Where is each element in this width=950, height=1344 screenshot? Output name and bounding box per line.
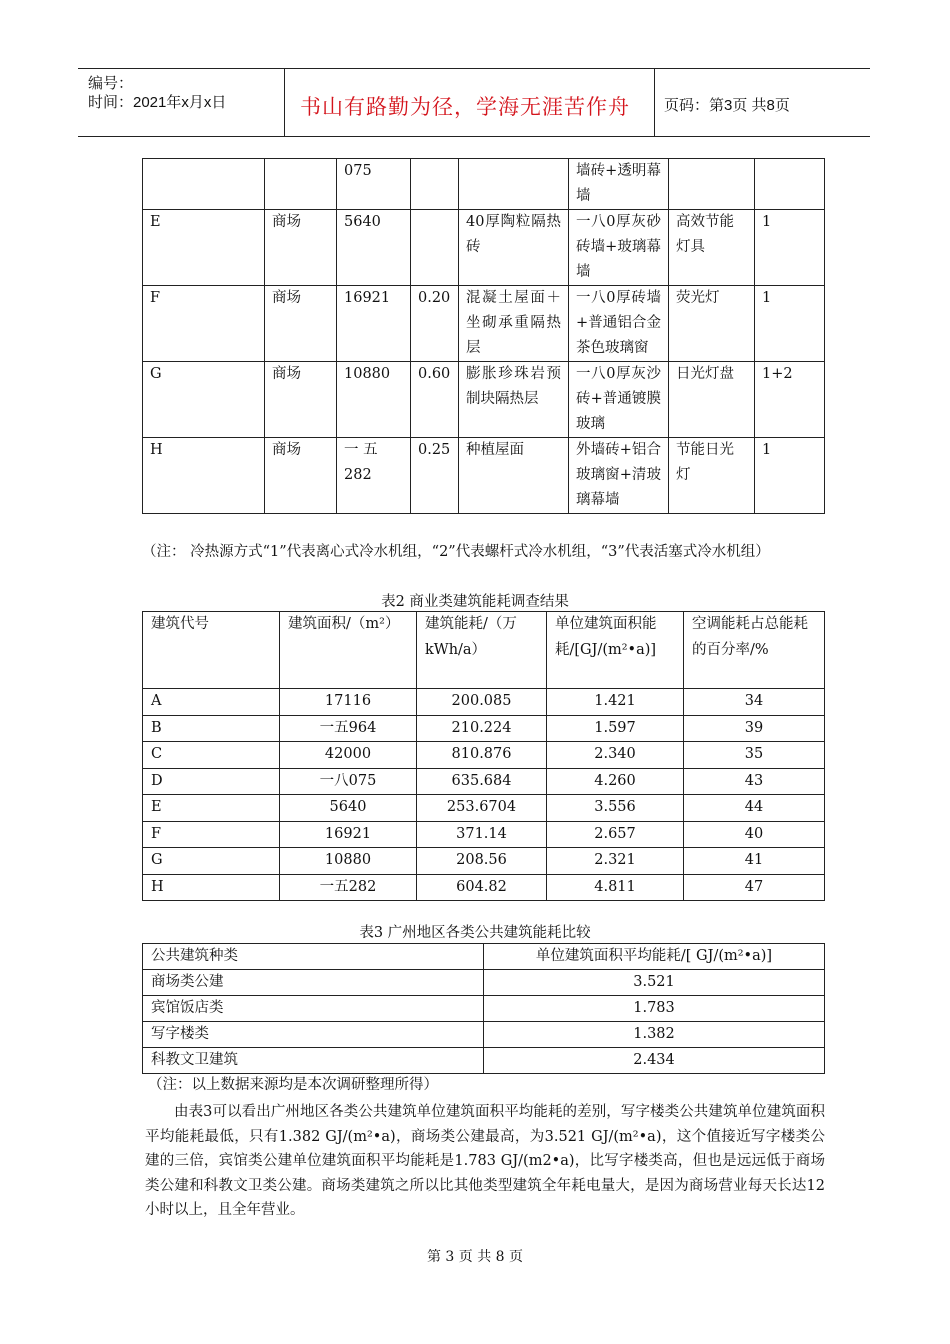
table-cell: 高效节能灯具 (669, 210, 755, 286)
table2 (142, 611, 825, 901)
table-cell: 34 (684, 689, 825, 716)
table-cell: 一八075 (280, 768, 417, 795)
table-row (143, 689, 825, 716)
table-cell: 10880 (280, 848, 417, 875)
table-row (143, 210, 825, 286)
table-cell: 0.25 (411, 438, 459, 514)
table-cell: 371.14 (417, 821, 547, 848)
header-top-rule (78, 68, 870, 69)
table-cell: 写字楼类 (143, 1022, 484, 1048)
table-cell: 47 (684, 874, 825, 901)
table-row (143, 795, 825, 822)
table-cell: 混凝土屋面＋坐砌承重隔热层 (459, 286, 569, 362)
table1-note: （注： 冷热源方式“1”代表离心式冷水机组，“2”代表螺杆式冷水机组，“3”代表活塞式冷水机组） (142, 544, 770, 560)
table-cell: 208.56 (417, 848, 547, 875)
table-cell: E (143, 795, 280, 822)
table-cell: 2.321 (547, 848, 684, 875)
table-cell: G (143, 362, 265, 438)
table3-caption: 表3 广州地区各类公共建筑能耗比较 (359, 925, 591, 941)
table1-body (143, 159, 825, 514)
table-cell: 商场 (265, 210, 337, 286)
header-bottom-rule (78, 136, 870, 137)
table3-header (143, 944, 825, 970)
table-cell: 墙砖+透明幕墙 (569, 159, 669, 210)
table3-note: （注：以上数据来源均是本次调研整理所得） (148, 1077, 438, 1093)
table-row (143, 1022, 825, 1048)
header-number-label: 编号： (88, 75, 134, 92)
table-cell: A (143, 689, 280, 716)
table-cell: H (143, 874, 280, 901)
table3-body (143, 970, 825, 1074)
table-cell: 一五964 (280, 715, 417, 742)
table-cell: 0.20 (411, 286, 459, 362)
table-cell: 商场 (265, 438, 337, 514)
table-row (143, 438, 825, 514)
table-cell: 商场 (265, 362, 337, 438)
column-header: 建筑面积/（m²） (280, 612, 417, 689)
table-cell: 一八0厚砖墙+普通铝合金茶色玻璃窗 (569, 286, 669, 362)
table-cell: 外墙砖+铝合玻璃窗+清玻璃幕墙 (569, 438, 669, 514)
table-cell: 种植屋面 (459, 438, 569, 514)
table-cell: 2.340 (547, 742, 684, 769)
table-cell: 节能日光灯 (669, 438, 755, 514)
table-cell: 宾馆饭店类 (143, 996, 484, 1022)
column-header: 空调能耗占总能耗的百分率/% (684, 612, 825, 689)
table-cell: 荧光灯 (669, 286, 755, 362)
table-row (143, 159, 825, 210)
table-cell: F (143, 821, 280, 848)
table-cell (265, 159, 337, 210)
table-cell: 41 (684, 848, 825, 875)
table-cell: 40 (684, 821, 825, 848)
table-cell: 一五282 (280, 874, 417, 901)
table-cell: 2.434 (484, 1048, 825, 1074)
column-header: 单位建筑面积平均能耗/[ GJ/(m²•a)] (484, 944, 825, 970)
table-cell: 3.556 (547, 795, 684, 822)
table-row (143, 848, 825, 875)
table-cell: 膨胀珍珠岩预制块隔热层 (459, 362, 569, 438)
table-row (143, 821, 825, 848)
table-cell: 2.657 (547, 821, 684, 848)
table-cell: 635.684 (417, 768, 547, 795)
header-motto: 书山有路勤为径，学海无涯苦作舟 (300, 95, 630, 119)
header-divider-left (284, 68, 285, 136)
column-header: 单位建筑面积能耗/[GJ/(m²•a)] (547, 612, 684, 689)
table-cell: 一 五282 (337, 438, 411, 514)
table-cell: 1 (755, 210, 825, 286)
column-header: 建筑代号 (143, 612, 280, 689)
header-time-label: 时间：2021年x月x日 (88, 94, 227, 111)
table-cell: 253.6704 (417, 795, 547, 822)
table-row (143, 1048, 825, 1074)
table-cell: 39 (684, 715, 825, 742)
table-cell: E (143, 210, 265, 286)
table-cell (411, 210, 459, 286)
table-cell: 3.521 (484, 970, 825, 996)
table-cell: 16921 (280, 821, 417, 848)
table-cell: 810.876 (417, 742, 547, 769)
table3 (142, 943, 825, 1074)
table-cell: 35 (684, 742, 825, 769)
table-cell: 075 (337, 159, 411, 210)
table-cell: G (143, 848, 280, 875)
column-header: 公共建筑种类 (143, 944, 484, 970)
table-cell: B (143, 715, 280, 742)
table-cell: 5640 (337, 210, 411, 286)
header-divider-right (654, 68, 655, 136)
table-cell: 43 (684, 768, 825, 795)
page-footer: 第 3 页 共 8 页 (426, 1249, 524, 1265)
table-cell: 44 (684, 795, 825, 822)
table-cell: 商场类公建 (143, 970, 484, 996)
header-page-label: 页码：第3页 共8页 (664, 97, 790, 114)
table-cell: F (143, 286, 265, 362)
table-cell: 42000 (280, 742, 417, 769)
table-cell: 4.260 (547, 768, 684, 795)
table-cell (459, 159, 569, 210)
table-cell: 17116 (280, 689, 417, 716)
table-header-row (143, 612, 825, 689)
table-cell: 日光灯盘 (669, 362, 755, 438)
table-cell: 一八0厚灰沙砖+普通镀膜玻璃 (569, 362, 669, 438)
table-cell: C (143, 742, 280, 769)
table-cell: 1.382 (484, 1022, 825, 1048)
table-cell (755, 159, 825, 210)
table-row (143, 286, 825, 362)
table2-header (143, 612, 825, 689)
table-cell: 一八0厚灰砂砖墙+玻璃幕墙 (569, 210, 669, 286)
table-cell: 0.60 (411, 362, 459, 438)
table-cell: 1.421 (547, 689, 684, 716)
table-cell (411, 159, 459, 210)
table-cell: 科教文卫建筑 (143, 1048, 484, 1074)
table-cell: 10880 (337, 362, 411, 438)
column-header: 建筑能耗/（万kWh/a） (417, 612, 547, 689)
table-cell: 40厚陶粒隔热砖 (459, 210, 569, 286)
table-cell (669, 159, 755, 210)
table-cell: H (143, 438, 265, 514)
table-cell: 200.085 (417, 689, 547, 716)
table-cell: D (143, 768, 280, 795)
table-header-row (143, 944, 825, 970)
table-cell: 1 (755, 286, 825, 362)
table-cell: 16921 (337, 286, 411, 362)
table-cell: 1.783 (484, 996, 825, 1022)
table-row (143, 874, 825, 901)
table-cell: 5640 (280, 795, 417, 822)
table-row (143, 768, 825, 795)
table-row (143, 362, 825, 438)
table1 (142, 158, 825, 514)
table-cell: 210.224 (417, 715, 547, 742)
table-row (143, 970, 825, 996)
table2-body (143, 689, 825, 901)
table2-caption: 表2 商业类建筑能耗调查结果 (381, 594, 569, 610)
table-cell: 1.597 (547, 715, 684, 742)
table-cell: 商场 (265, 286, 337, 362)
table-row (143, 742, 825, 769)
body-paragraph: 由表3可以看出广州地区各类公共建筑单位建筑面积平均能耗的差别，写字楼类公共建筑单位建筑面积平均能耗最低，只有1.382 GJ/(m²•a)，商场类公建最高，为3.521 GJ/(m²•a)，这个值接近写字楼类公建的三倍，宾馆类公建单位建筑面积平均能耗是1.783 GJ/(m2•a)，比写字楼类高，但也是远远低于商场类公建和科教文卫类公建。商场类建筑之所以比其他类型建筑全年耗电量大，是因为商场营业每天长达12小时以上，且全年营业。 (145, 1104, 825, 1218)
table-cell: 4.811 (547, 874, 684, 901)
table-cell: 604.82 (417, 874, 547, 901)
table-cell: 1 (755, 438, 825, 514)
table-cell: 1+2 (755, 362, 825, 438)
table-cell (143, 159, 265, 210)
table-row (143, 715, 825, 742)
table-row (143, 996, 825, 1022)
